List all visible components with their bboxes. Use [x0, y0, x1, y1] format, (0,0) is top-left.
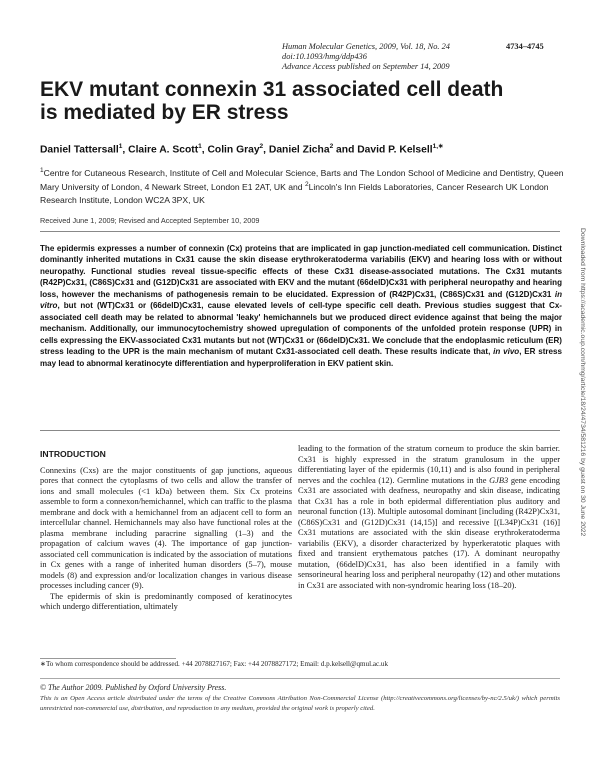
author-4-affiliation: 2 — [329, 143, 334, 150]
intro-p3-text-2: gene encoding Cx31 are associated with deafness, neuropathy and skin disease, indicating that Cx31 has a role in both epidermal differentiation plus auditory and neuronal function (13). Multiple autosomal dominant [including (R42P)Cx31, (C86S)Cx31 and (G12D)Cx31 (14,15)] and recessive [(L34P)Cx31 (16)] Cx31 mutations are associated with the skin disease erythrokeratoderma variabilis (EKV), a disorder characterized by hyperkeratotic plaques with fixed and transient erythematous patches (17). A dominant neuropathy mutation, (66delD)Cx31, has also been identified in a family with sensorineural hearing loss and peripheral neuropathy (12) and other mutations in Cx31 are associated with non-syndromic hearing loss (18–20). — [298, 475, 560, 590]
author-5: and David P. Kelsell — [333, 144, 433, 156]
section-heading-introduction: INTRODUCTION — [40, 449, 106, 459]
doi: doi:10.1093/hmg/ddp436 — [282, 52, 367, 61]
abstract-divider — [40, 430, 560, 431]
abstract — [40, 243, 562, 369]
body-column-left — [40, 449, 292, 613]
body-column-right — [298, 444, 560, 591]
license-notice: This is an Open Access article distributed under the terms of the Creative Commons Attribution Non-Commercial License (http://creativecommons.org/licenses/by-nc/2.5/uk/) which permits unrestricted non-commercial use, distribution, and reproduction in any medium, provided the original work is properly cited. — [40, 695, 560, 712]
correspondence-footnote: ∗To whom correspondence should be addressed. +44 2078827167; Fax: +44 2078827172; Email: d.p.kelsell@qmul.ac.uk — [40, 660, 389, 668]
gene-name: GJB3 — [489, 475, 509, 485]
abstract-in-vitro: in vitro — [40, 289, 562, 311]
author-5-affiliation: 1,∗ — [432, 143, 444, 150]
copyright-divider — [40, 678, 560, 679]
journal-header — [282, 42, 544, 72]
abstract-text-1: The epidermis expresses a number of connexin (Cx) proteins that are implicated in gap junction-mediated cell communication. Distinct dominantly inherited mutations in Cx31 cause the skin disease erythrokeratoderma variabilis (EKV) and hearing loss with or without neuropathy. Functional studies reveal tissue-specific effects of these Cx31 disease-associated mutations. The Cx31 mutants (R42P)Cx31, (C86S)Cx31 and (G12D)Cx31 are associated with EKV and the mutant (66delD)Cx31 with peripheral neuropathy and hearing loss, however the mechanisms of pathogenesis remain to be elucidated. Expression of (R42P)Cx31, (C86S)Cx31 and (G12D)Cx31 — [40, 244, 562, 299]
header-divider — [40, 231, 560, 232]
author-2-affiliation: 1 — [198, 143, 202, 150]
intro-paragraph-3 — [298, 444, 560, 591]
download-watermark — [573, 228, 585, 588]
author-1: Daniel Tattersall — [40, 144, 119, 156]
advance-access: Advance Access published on September 14, 2009 — [282, 62, 450, 71]
footnote-divider — [40, 658, 176, 659]
title-line-2: is mediated by ER stress — [40, 101, 289, 124]
author-4: , Daniel Zicha — [263, 144, 330, 156]
journal-citation: Human Molecular Genetics, 2009, Vol. 18, No. 24 — [282, 42, 450, 51]
affiliation-text-1: Centre for Cutaneous Research, Institute of Cell and Molecular Science, Barts and The London School of Medicine and Dentistry, Queen Mary University of London, 4 Newark Street, London E1 2AT, UK and — [40, 167, 564, 193]
intro-p3-text-1: leading to the formation of the stratum corneum to produce the skin barrier. Cx31 is highly expressed in the stratum granulosum in the upper differentiating layer of the epidermis (10,11) and is also found in peripheral nerves and the cochlea (12). Germline mutations in the — [298, 444, 560, 485]
page-range: 4734–4745 — [506, 42, 544, 51]
intro-paragraph-2: The epidermis of skin is predominantly composed of keratinocytes which undergo differentiation, ultimately — [40, 591, 292, 611]
abstract-text-3: , ER stress may lead to abnormal keratinocyte differentiation and hyperproliferation in EKV patient skin. — [40, 347, 562, 368]
received-dates: Received June 1, 2009; Revised and Accepted September 10, 2009 — [40, 216, 260, 225]
affiliation-text-2: Lincoln's Inn Fields Laboratories, Cancer Research UK London Research Institute, London WC2A 3PX, UK — [40, 182, 549, 205]
intro-paragraph-1: Connexins (Cxs) are the major constituents of gap junctions, aqueous pores that connect the cytoplasms of two cells and allow the transfer of ions and small molecules (<1 kDa) between them. Six Cx proteins assemble to form a connexon/hemichannel, which can traffic to the plasma membrane and dock with a hemichannel from an adjacent cell to form an intercellular channel. Hemichannels may also have functional roles at the plasma membrane including paracrine signalling (1–3) and the propagation of calcium waves (4). The importance of gap junction-associated cell communication is indicated by the association of mutations in Cx genes with a range of inherited human disorders (5–7), mouse models (8) and expression and/or localization changes in various disease processes including cancer (9). — [40, 465, 292, 590]
author-3-affiliation: 2 — [259, 143, 264, 150]
author-1-affiliation: 1 — [118, 143, 123, 150]
copyright-notice: © The Author 2009. Published by Oxford University Press. — [40, 683, 227, 692]
abstract-text-2: , but not (WT)Cx31 or (66delD)Cx31, cause elevated levels of cell-type specific cell death. Previous studies suggest that Cx-associated cell death may be related to abnormal 'leaky' hemichannels but we produced direct evidence against that being the major mechanism. Additionally, our immunocytochemistry showed upregulation of components of the unfolded protein response (UPR) in cells expressing the EKV-associated Cx31 mutants but not (WT)Cx31 or (66delD)Cx31. We conclude that the endoplasmic reticulum (ER) stress leading to the UPR is the main mechanism of mutant Cx31-associated cell death. These results indicate that, — [40, 301, 562, 357]
affiliation-2-marker: 2 — [304, 181, 309, 189]
author-3: , Colin Gray — [201, 144, 260, 156]
author-2: , Claire A. Scott — [122, 144, 199, 156]
download-watermark-svg — [573, 228, 585, 588]
abstract-in-vivo: in vivo — [493, 347, 520, 357]
author-list — [40, 140, 560, 156]
affiliation-1-marker: 1 — [40, 167, 44, 174]
affiliations — [40, 165, 570, 206]
title-line-1: EKV mutant connexin 31 associated cell death — [40, 78, 504, 101]
article-title — [40, 78, 560, 124]
download-watermark-text: Downloaded from https://academic.oup.com/hmg/article/18/24/4734/581216 by guest on 30 June 2022 — [579, 228, 586, 537]
